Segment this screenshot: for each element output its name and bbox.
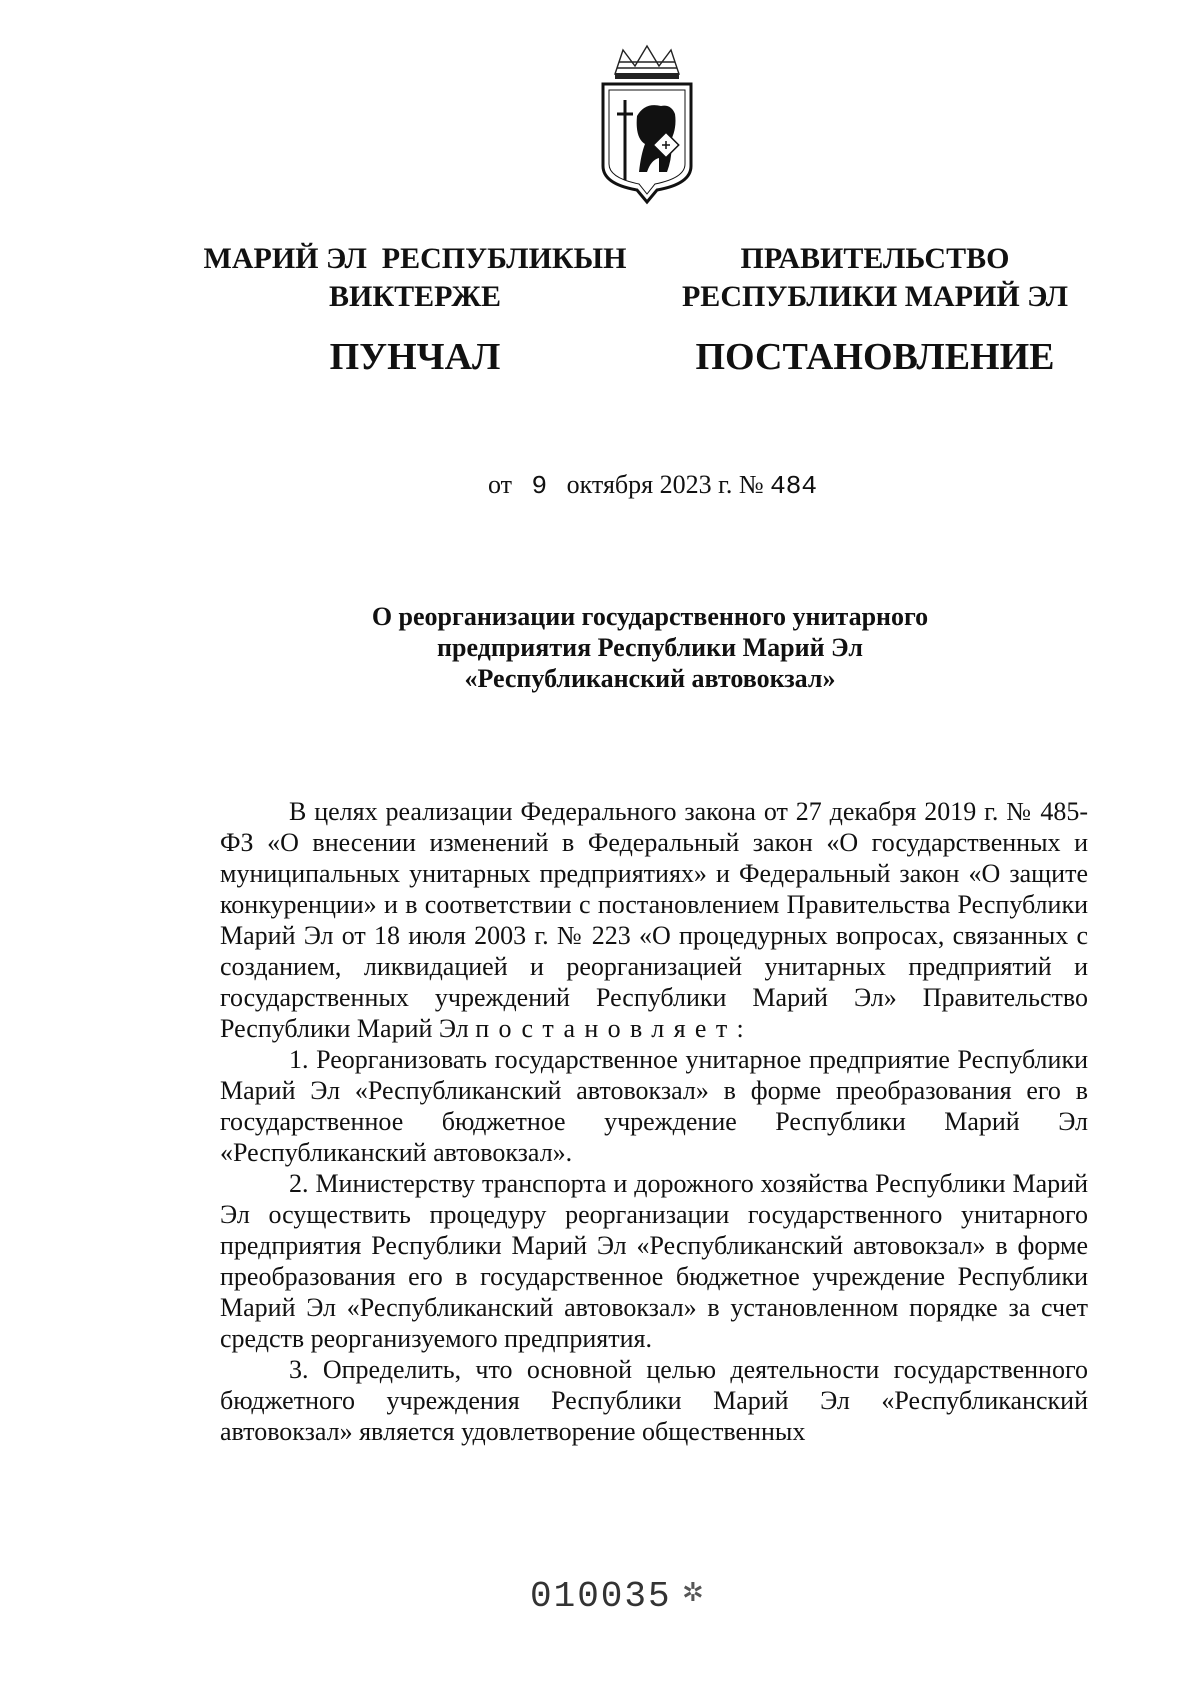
title-line: О реорганизации государственного унитарного <box>371 602 929 631</box>
serial-mark-icon: ✲ <box>682 1578 704 1607</box>
header-russian <box>640 240 1110 380</box>
intro-paragraph <box>220 796 1088 1044</box>
intro-text: В целях реализации Федерального закона от 27 декабря 2019 г. № 485-ФЗ «О внесении изменений в Федеральный закон «О государственных и муниципальных унитарных предприятиях» и Федеральный закон «О защите конкуренции» и в соответствии с постановлением Правительства Республики Марий Эл от 18 июля 2003 г. № 223 «О процедурных вопросах, связанных с созданием, ликвидацией и реорганизацией унитарных предприятий и государственных учреждений Республики Марий Эл» Правительство Республики Марий Эл <box>220 797 1088 1043</box>
document-title <box>200 601 1100 694</box>
header-mari-line2: ВИКТЕРЖЕ <box>328 280 502 313</box>
header-russian-line1: ПРАВИТЕЛЬСТВО <box>740 242 1010 275</box>
header-mari <box>180 240 650 380</box>
form-serial-number: 010035 <box>530 1576 672 1617</box>
date-prefix: от <box>488 470 513 499</box>
document-number: 484 <box>770 471 817 501</box>
title-line: предприятия Республики Марий Эл <box>437 633 863 662</box>
header-russian-doc-type: ПОСТАНОВЛЕНИЕ <box>695 336 1055 378</box>
header-mari-line1: МАРИЙ ЭЛ РЕСПУБЛИКЫН <box>203 242 627 275</box>
title-line: «Республиканский автовокзал» <box>464 664 836 693</box>
mari-el-coat-of-arms-icon <box>595 44 699 209</box>
date-month-year: октября 2023 г. № <box>566 470 764 499</box>
item-1-paragraph: 1. Реорганизовать государственное унитарное предприятие Республики Марий Эл «Республиканский автовокзал» в форме преобразования его в государственное бюджетное учреждение Республики Марий Эл «Республиканский автовокзал». <box>220 1045 1088 1167</box>
header-russian-line2: РЕСПУБЛИКИ МАРИЙ ЭЛ <box>681 280 1068 313</box>
document-body <box>220 796 1088 1447</box>
item-3-paragraph: 3. Определить, что основной целью деятельности государственного бюджетного учреждения Республики Марий Эл «Республиканский автовокзал» является удовлетворение общественных <box>220 1355 1088 1446</box>
header-mari-doc-type: ПУНЧАЛ <box>329 336 501 378</box>
document-date <box>488 470 817 501</box>
date-day: 9 <box>531 471 548 501</box>
resolves-word: постановляет: <box>475 1014 754 1043</box>
item-2-paragraph: 2. Министерству транспорта и дорожного хозяйства Республики Марий Эл осуществить процедуру реорганизации государственного унитарного предприятия Республики Марий Эл «Республиканский автовокзал» в форме преобразования его в государственное бюджетное учреждение Республики Марий Эл «Республиканский автовокзал» в установленном порядке за счет средств реорганизуемого предприятия. <box>220 1169 1088 1353</box>
